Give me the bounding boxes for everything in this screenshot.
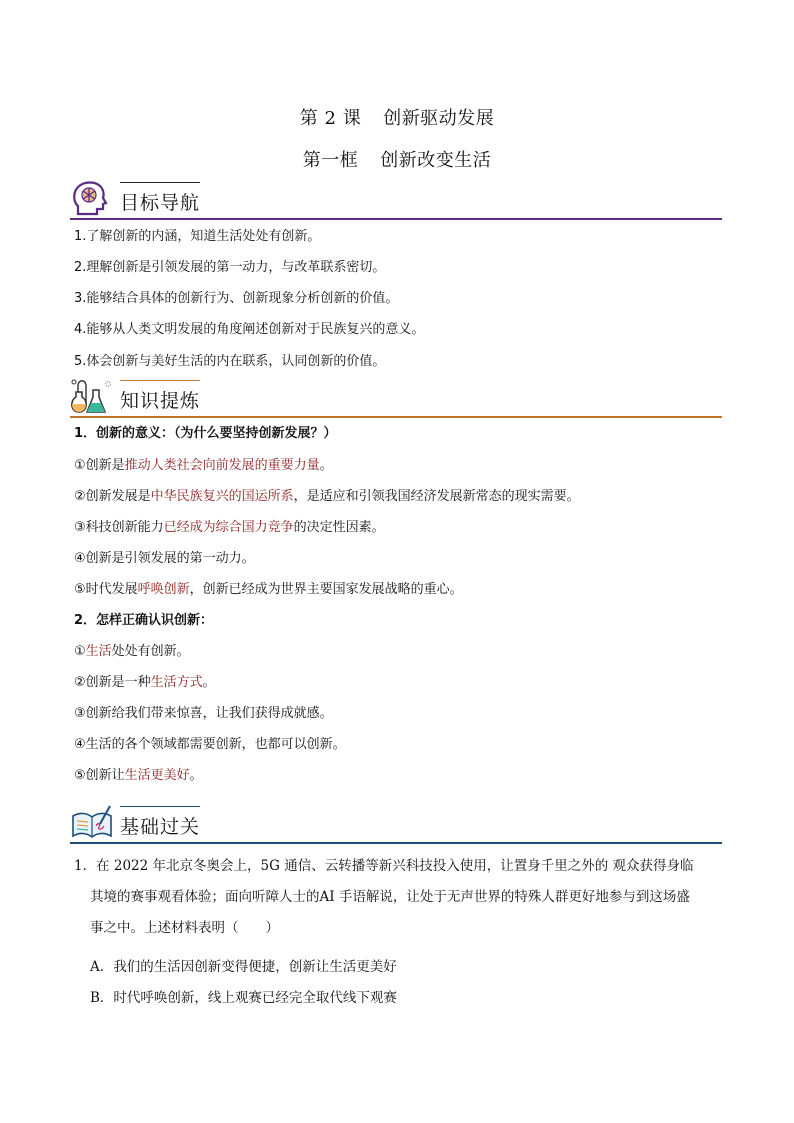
knowledge-item — [74, 489, 580, 505]
knowledge-item — [74, 551, 255, 567]
question-1 — [74, 851, 724, 944]
emphasis-text: 生活方式 — [150, 675, 203, 690]
goal-item: 1.了解创新的内涵，知道生活处处有创新。 — [74, 229, 321, 244]
section-header-knowledge — [70, 376, 722, 420]
item-text: 处处有创新。 — [111, 644, 190, 659]
section-header-practice — [70, 802, 722, 846]
question-line: 其境的赛事观看体验；面向听障人士的AI 手语解说，让处于无声世界的特殊人群更好地参与到这场盛 — [90, 889, 690, 905]
item-text: ，创新已经成为世界主要国家发展战略的重心。 — [189, 582, 463, 597]
option-a: A．我们的生活因创新变得便捷，创新让生活更美好 — [90, 959, 397, 975]
item-text: ，是适应和引领我国经济发展新常态的现实需要。 — [293, 489, 580, 504]
goal-item: 2.理解创新是引领发展的第一动力，与改革联系密切。 — [74, 260, 386, 275]
item-text: ⑤时代发展 — [74, 582, 138, 597]
lab-flask-icon — [70, 376, 114, 416]
item-text: ②创新发展是 — [74, 489, 151, 504]
knowledge-heading: 1．创新的意义：（为什么要坚持创新发展？） — [74, 426, 337, 441]
goal-item: 3.能够结合具体的创新行为、创新现象分析创新的价值。 — [74, 291, 399, 306]
section-title-knowledge: 知识提炼 — [120, 390, 201, 412]
knowledge-item — [74, 458, 333, 474]
frame-name: 创新改变生活 — [380, 150, 492, 171]
knowledge-item — [74, 768, 203, 784]
section-divider — [70, 416, 722, 418]
knowledge-item — [74, 582, 463, 598]
section-divider — [70, 218, 722, 220]
emphasis-text: 呼唤创新 — [137, 582, 190, 597]
emphasis-text: 生活 — [85, 644, 112, 659]
knowledge-item — [74, 737, 346, 753]
item-text: ① — [74, 644, 86, 659]
emphasis-text: 生活更美好 — [124, 768, 190, 783]
section-divider — [70, 842, 722, 844]
item-text: ⑤创新让 — [74, 768, 125, 783]
knowledge-item — [74, 675, 216, 691]
frame-number: 第一框 — [302, 150, 359, 171]
goal-item: 5.体会创新与美好生活的内在联系，认同创新的价值。 — [74, 354, 386, 369]
item-text: ③科技创新能力 — [74, 520, 164, 535]
question-line: 1．在 2022 年北京冬奥会上，5G 通信、云转播等新兴科技投入使用，让置身千里之外的 观众获得身临 — [74, 858, 694, 874]
item-text: ①创新是 — [74, 458, 125, 473]
emphasis-text: 已经成为综合国力竞争 — [163, 520, 294, 535]
open-book-icon — [70, 802, 114, 842]
item-text: ③创新给我们带来惊喜，让我们获得成就感。 — [74, 706, 333, 721]
goal-item: 4.能够从人类文明发展的角度阐述创新对于民族复兴的意义。 — [74, 322, 425, 337]
item-text: 。 — [189, 768, 203, 783]
lesson-number: 第 2 课 — [299, 108, 362, 129]
emphasis-text: 推动人类社会向前发展的重要力量 — [124, 458, 320, 473]
section-title-practice: 基础过关 — [120, 816, 201, 838]
section-title-goals: 目标导航 — [120, 192, 201, 214]
knowledge-item — [74, 644, 190, 660]
item-text: 。 — [319, 458, 333, 473]
knowledge-item — [74, 520, 385, 536]
lesson-name: 创新驱动发展 — [383, 108, 495, 129]
knowledge-item — [74, 706, 333, 722]
question-line: 事之中。上述材料表明（ ） — [90, 920, 279, 936]
frame-title — [0, 146, 794, 172]
section-header-goals — [70, 178, 722, 222]
item-text: ④创新是引领发展的第一动力。 — [74, 551, 255, 566]
item-text: ②创新是一种 — [74, 675, 151, 690]
brain-head-icon — [70, 178, 114, 218]
item-text: 。 — [202, 675, 216, 690]
lesson-title — [0, 104, 794, 130]
emphasis-text: 中华民族复兴的国运所系 — [150, 489, 294, 504]
item-text: ④生活的各个领域都需要创新，也都可以创新。 — [74, 737, 346, 752]
knowledge-heading: 2．怎样正确认识创新： — [74, 613, 214, 628]
option-b: B．时代呼唤创新，线上观赛已经完全取代线下观赛 — [90, 990, 397, 1006]
item-text: 的决定性因素。 — [293, 520, 385, 535]
